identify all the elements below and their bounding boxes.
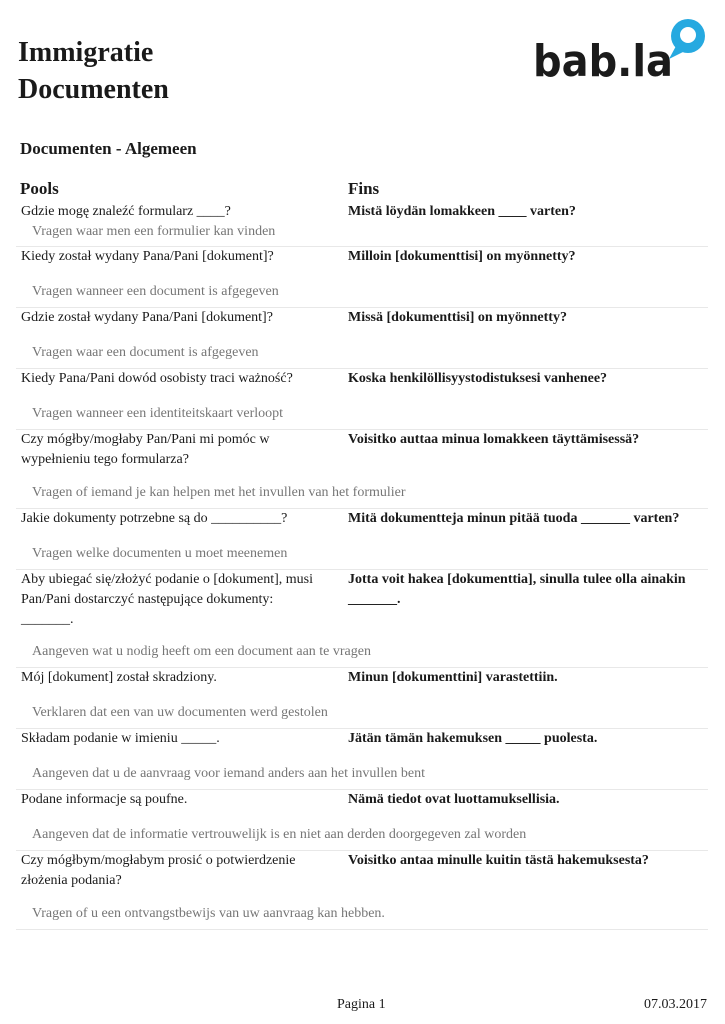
speech-bubble-icon xyxy=(669,19,705,59)
phrase-source: Czy mógłby/mogłaby Pan/Pani mi pomóc w wypełnieniu tego formularza? xyxy=(21,432,270,467)
phrase-target: Koska henkilöllisyystodistuksesi vanhenee? xyxy=(348,371,608,386)
phrase-row xyxy=(16,247,708,308)
phrase-row xyxy=(16,202,708,247)
phrase-target: Voisitko auttaa minua lomakkeen täyttämisessä? xyxy=(348,432,640,447)
phrase-source: Mój [dokument] został skradziony. xyxy=(21,670,217,685)
phrase-source: Jakie dokumenty potrzebne są do __________? xyxy=(21,511,288,526)
phrase-target: Voisitko antaa minulle kuitin tästä hakemuksesta? xyxy=(348,853,649,868)
phrase-target: Mistä löydän lomakkeen ____ varten? xyxy=(348,204,576,219)
phrase-row xyxy=(16,570,708,668)
phrase-source: Gdzie mogę znaleźć formularz ____? xyxy=(21,204,231,219)
phrase-description: Verklaren dat een van uw documenten werd gestolen xyxy=(32,705,328,720)
phrase-row xyxy=(16,851,708,930)
phrase-target: Milloin [dokumenttisi] on myönnetty? xyxy=(348,249,576,264)
phrase-source: Kiedy został wydany Pana/Pani [dokument]? xyxy=(21,249,274,264)
document-date: 07.03.2017 xyxy=(644,997,707,1012)
phrase-description: Vragen waar men een formulier kan vinden xyxy=(32,224,276,239)
column-header-target: Fins xyxy=(348,179,380,198)
phrase-description: Vragen of iemand je kan helpen met het invullen van het formulier xyxy=(32,485,406,500)
phrase-row xyxy=(16,308,708,369)
phrase-target: Jotta voit hakea [dokumenttia], sinulla tulee olla ainakin _______. xyxy=(348,572,686,607)
phrase-source: Składam podanie w imieniu _____. xyxy=(21,731,220,746)
phrase-description: Aangeven dat de informatie vertrouwelijk is en niet aan derden doorgegeven zal worden xyxy=(32,827,527,842)
phrase-target: Nämä tiedot ovat luottamuksellisia. xyxy=(348,792,560,807)
phrase-source: Kiedy Pana/Pani dowód osobisty traci ważność? xyxy=(21,371,293,386)
phrase-description: Vragen welke documenten u moet meenemen xyxy=(32,546,288,561)
phrase-description: Aangeven wat u nodig heeft om een document aan te vragen xyxy=(32,644,371,659)
phrase-source: Czy mógłbym/mogłabym prosić o potwierdzenie złożenia podania? xyxy=(21,853,296,888)
phrase-target: Missä [dokumenttisi] on myönnetty? xyxy=(348,310,567,325)
phrase-target: Jätän tämän hakemuksen _____ puolesta. xyxy=(348,731,598,746)
phrase-source: Aby ubiegać się/złożyć podanie o [dokument], musi Pan/Pani dostarczyć następujące dokumenty: _______. xyxy=(21,572,313,627)
phrase-list xyxy=(16,202,708,930)
title-line-1: Immigratie xyxy=(18,37,154,68)
section-title: Documenten - Algemeen xyxy=(20,139,197,158)
logo-wordmark: bab.la xyxy=(533,36,673,82)
phrase-description: Vragen wanneer een document is afgegeven xyxy=(32,284,279,299)
phrase-description: Vragen waar een document is afgegeven xyxy=(32,345,259,360)
phrase-target: Minun [dokumenttini] varastettiin. xyxy=(348,670,558,685)
phrase-description: Aangeven dat u de aanvraag voor iemand anders aan het invullen bent xyxy=(32,766,426,781)
phrase-source: Podane informacje są poufne. xyxy=(21,792,188,807)
phrase-row xyxy=(16,729,708,790)
phrase-source: Gdzie został wydany Pana/Pani [dokument]? xyxy=(21,310,273,325)
title-line-2: Documenten xyxy=(18,74,169,105)
page-title xyxy=(18,34,169,108)
babla-logo-graphic xyxy=(533,16,709,82)
phrase-row xyxy=(16,668,708,729)
phrase-description: Vragen of u een ontvangstbewijs van uw aanvraag kan hebben. xyxy=(32,906,385,921)
phrase-row xyxy=(16,790,708,851)
phrase-row xyxy=(16,430,708,509)
phrase-row xyxy=(16,509,708,570)
phrase-target: Mitä dokumentteja minun pitää tuoda _______ varten? xyxy=(348,511,680,526)
page-number: Pagina 1 xyxy=(337,997,386,1012)
babla-logo[interactable] xyxy=(533,16,709,82)
phrase-description: Vragen wanneer een identiteitskaart verloopt xyxy=(32,406,284,421)
phrase-row xyxy=(16,369,708,430)
column-header-source: Pools xyxy=(20,179,59,198)
